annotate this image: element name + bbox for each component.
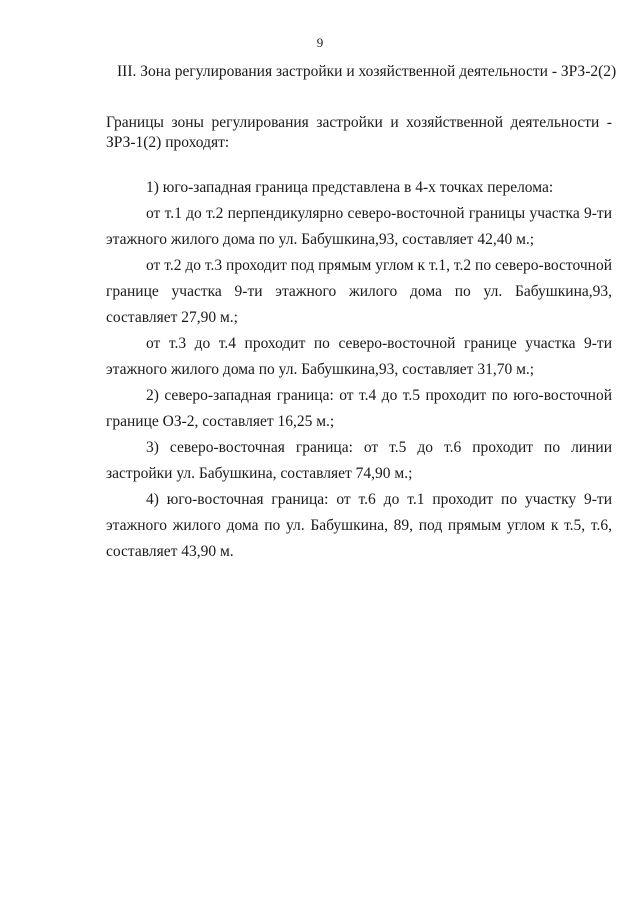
paragraph-southeast-boundary: 4) юго-восточная граница: от т.6 до т.1 проходит по участку 9-ти этажного жилого дома по ул. Бабушкина, 89, под прямым углом к т.5, т.6, составляет 43,90 м. [106, 491, 612, 560]
boundary-description [106, 175, 612, 565]
page-number: 9 [316, 35, 324, 50]
paragraph-southwest-boundary: 1) юго-западная граница представлена в 4-х точках перелома: [146, 179, 554, 196]
paragraph-northwest-boundary: 2) северо-западная граница: от т.4 до т.5 проходит по юго-восточной границе ОЗ-2, составляет 16,25 м.; [106, 387, 612, 430]
paragraph-segment-2-3: от т.2 до т.3 проходит под прямым углом к т.1, т.2 по северо-восточной границе участка 9-ти этажного жилого дома по ул. Бабушкина,93, составляет 27,90 м.; [106, 257, 612, 326]
section-title: III. Зона регулирования застройки и хозяйственной деятельности - ЗРЗ-2(2) [117, 63, 617, 80]
paragraph-segment-3-4: от т.3 до т.4 проходит по северо-восточной границе участка 9-ти этажного жилого дома по ул. Бабушкина,93, составляет 31,70 м.; [106, 335, 612, 378]
paragraph-northeast-boundary: 3) северо-восточная граница: от т.5 до т.6 проходит по линии застройки ул. Бабушкина, составляет 74,90 м.; [106, 439, 612, 482]
intro-paragraph: Границы зоны регулирования застройки и хозяйственной деятельности - ЗРЗ-1(2) проходят: [106, 114, 612, 151]
paragraph-segment-1-2: от т.1 до т.2 перпендикулярно северо-восточной границы участка 9-ти этажного жилого дома по ул. Бабушкина,93, составляет 42,40 м.; [106, 205, 612, 248]
